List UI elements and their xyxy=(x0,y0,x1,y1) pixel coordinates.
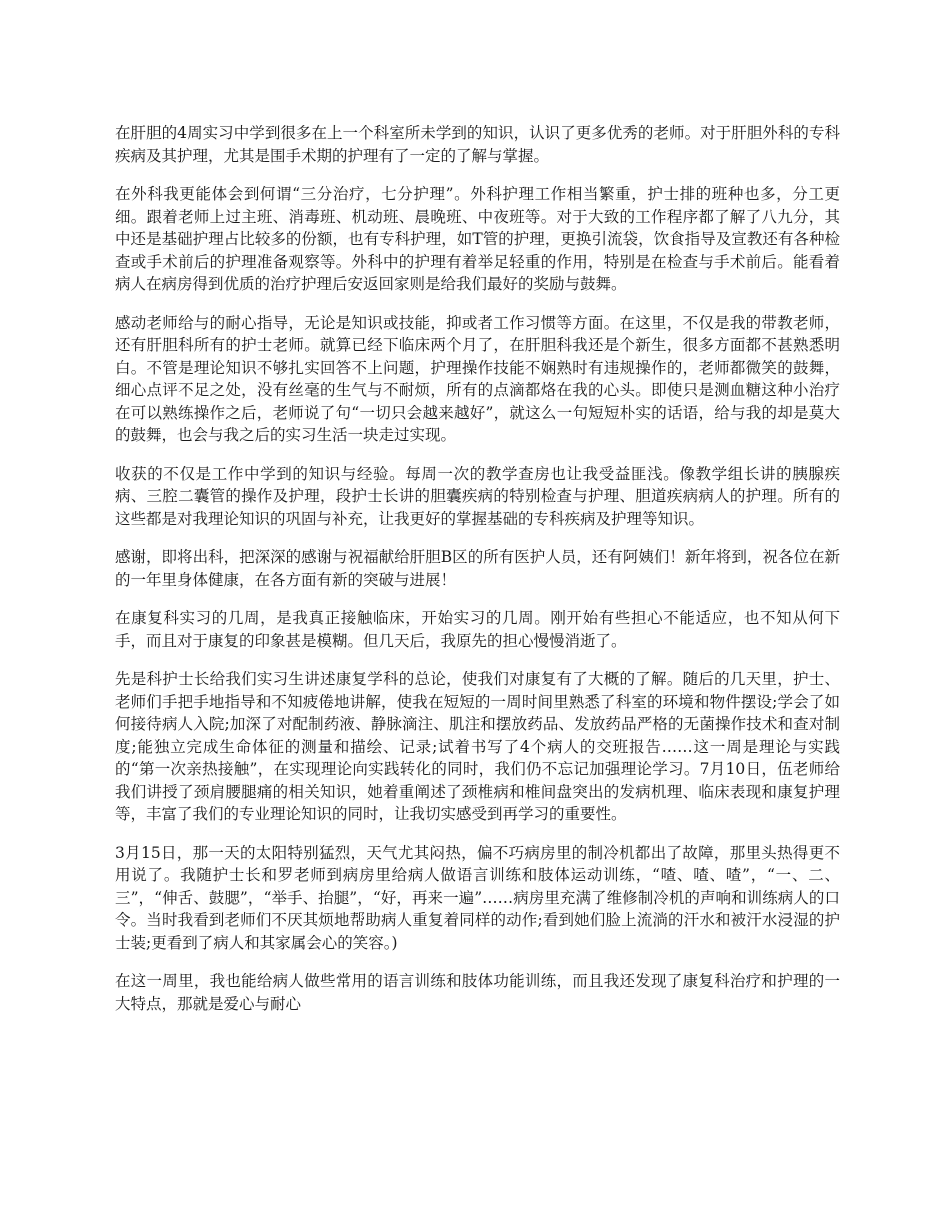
document-body xyxy=(115,122,840,1031)
paragraph-teacher-guidance: 感动老师给与的耐心指导，无论是知识或技能，抑或者工作习惯等方面。在这里，不仅是我的带教老师，还有肝胆科所有的护士老师。就算已经下临床两个月了，在肝胆科我还是个新生，很多方面都不甚熟悉明白。不管是理论知识不够扎实回答不上问题，护理操作技能不娴熟时有违规操作的，老师都微笑的鼓舞，细心点评不足之处，没有丝毫的生气与不耐烦，所有的点滴都烙在我的心头。即使只是测血糖这种小治疗在可以熟练操作之后，老师说了句“一切只会越来越好”，就这么一句短短朴实的话语，给与我的却是莫大的鼓舞，也会与我之后的实习生活一块走过实现。 xyxy=(115,313,840,444)
paragraph-rehab-conclusion: 在这一周里，我也能给病人做些常用的语言训练和肢体功能训练，而且我还发现了康复科治疗和护理的一大特点，那就是爱心与耐心 xyxy=(115,972,840,1013)
paragraph-rehab-start: 在康复科实习的几周，是我真正接触临床，开始实习的几周。刚开始有些担心不能适应，也不知从何下手，而且对于康复的印象甚是模糊。但几天后，我原先的担心慢慢消逝了。 xyxy=(115,609,840,650)
paragraph-rehab-first-week: 先是科护士长给我们实习生讲述康复学科的总论，使我们对康复有了大概的了解。随后的几天里，护士、老师们手把手地指导和不知疲倦地讲解，使我在短短的一周时间里熟悉了科室的环境和物件摆设;学会了如何接待病人入院;加深了对配制药液、静脉滴注、肌注和摆放药品、发放药品严格的无菌操作技术和查对制度;能独立完成生命体征的测量和描绘、记录;试着书写了4个病人的交班报告……这一周是理论与实践的“第一次亲热接触”，在实现理论向实践转化的同时，我们仍不忘记加强理论学习。7月10日，伍老师给我们讲授了颈肩腰腿痛的相关知识，她着重阐述了颈椎病和椎间盘突出的发病机理、临床表现和康复护理等，丰富了我们的专业理论知识的同时，让我切实感受到再学习的重要性。 xyxy=(115,670,840,823)
paragraph-teaching-rounds: 收获的不仅是工作中学到的知识与经验。每周一次的教学查房也让我受益匪浅。像教学组长讲的胰腺疾病、三腔二囊管的操作及护理，段护士长讲的胆囊疾病的特别检查与护理、胆道疾病病人的护理。所有的这些都是对我理论知识的巩固与补充，让我更好的掌握基础的专科疾病及护理等知识。 xyxy=(115,464,840,528)
paragraph-hepatobiliary-internship: 在肝胆的4周实习中学到很多在上一个科室所未学到的知识，认识了更多优秀的老师。对于肝胆外科的专科疾病及其护理，尤其是围手术期的护理有了一定的了解与掌握。 xyxy=(115,124,840,165)
paragraph-thanks: 感谢，即将出科，把深深的感谢与祝福献给肝胆B区的所有医护人员，还有阿姨们！新年将到，祝各位在新的一年里身体健康，在各方面有新的突破与进展！ xyxy=(115,548,840,589)
paragraph-surgical-nursing: 在外科我更能体会到何谓“三分治疗，七分护理”。外科护理工作相当繁重，护士排的班种也多，分工更细。跟着老师上过主班、消毒班、机动班、晨晚班、中夜班等。对于大致的工作程序都了解了八九分，其中还是基础护理占比较多的份额，也有专科护理，如T管的护理，更换引流袋，饮食指导及宣教还有各种检查或手术前后的护理准备观察等。外科中的护理有着举足轻重的作用，特别是在检查与手术前后。能看着病人在病房得到优质的治疗护理后安返回家则是给我们最好的奖励与鼓舞。 xyxy=(115,185,840,293)
paragraph-march-15: 3月15日，那一天的太阳特别猛烈，天气尤其闷热，偏不巧病房里的制冷机都出了故障，那里头热得更不用说了。我随护士长和罗老师到病房里给病人做语言训练和肢体运动训练，“喳、喳、喳”，“一、二、三”，“伸舌、鼓腮”，“举手、抬腿”，“好，再来一遍”……病房里充满了维修制冷机的声响和训练病人的口令。当时我看到老师们不厌其烦地帮助病人重复着同样的动作;看到她们脸上流淌的汗水和被汗水浸湿的护士装;更看到了病人和其家属会心的笑容。) xyxy=(115,843,840,952)
